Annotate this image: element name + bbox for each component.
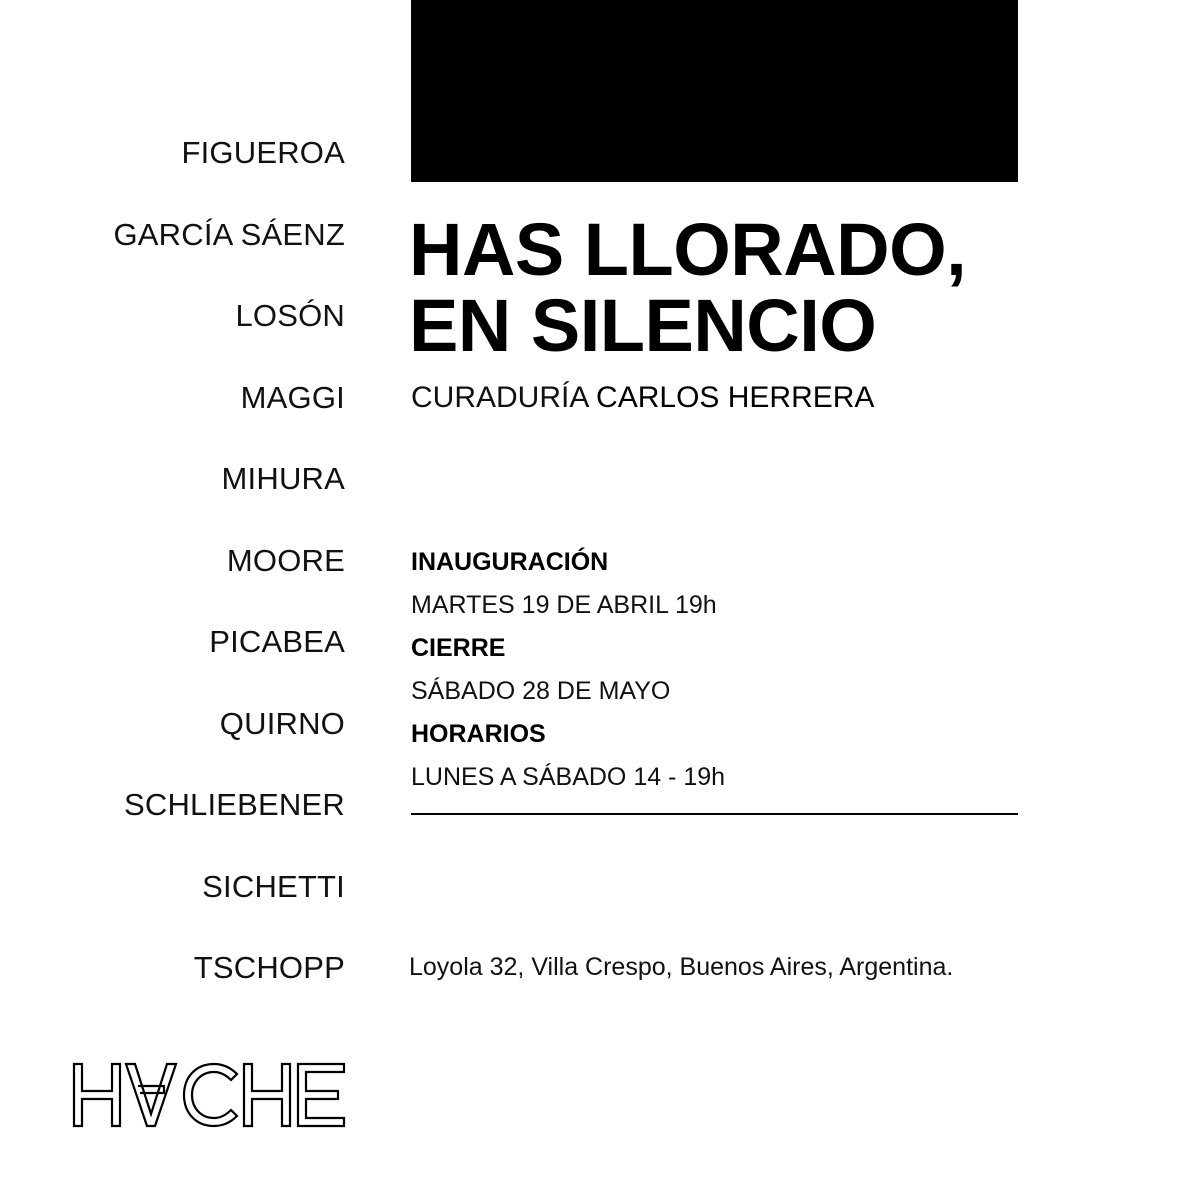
artist-list [40, 134, 345, 1031]
curator-name: CARLOS HERRERA [596, 381, 875, 414]
artist-name: TSCHOPP [193, 950, 345, 985]
curator-label: CURADURÍA [411, 381, 588, 414]
artist-name: SICHETTI [202, 868, 345, 904]
title-line-2: EN SILENCIO [409, 284, 877, 367]
opening-label: INAUGURACIÓN [411, 548, 609, 576]
artist-name: FIGUEROA [181, 135, 345, 170]
hache-logo [72, 1062, 348, 1128]
hours-label: HORARIOS [411, 720, 546, 748]
artist-name: MIHURA [221, 461, 345, 496]
artist-name: LOSÓN [235, 298, 345, 333]
exhibition-title [409, 208, 1069, 367]
hours-value: LUNES A SÁBADO 14 - 19h [411, 763, 726, 791]
curator-line [411, 380, 1051, 416]
closing-value: SÁBADO 28 DE MAYO [411, 677, 671, 705]
venue-address: Loyola 32, Villa Crespo, Buenos Aires, Argentina. [409, 953, 954, 981]
black-header-block [411, 0, 1018, 182]
schedule-info [411, 541, 1031, 799]
artist-name: QUIRNO [219, 705, 345, 741]
artist-name: GARCÍA SÁENZ [113, 216, 345, 252]
artist-name: MAGGI [240, 379, 345, 415]
artist-name: MOORE [226, 542, 345, 578]
artist-name: SCHLIEBENER [124, 787, 345, 822]
artist-name: PICABEA [209, 624, 345, 659]
divider-line [411, 813, 1018, 815]
opening-value: MARTES 19 DE ABRIL 19h [411, 591, 717, 619]
title-line-1: HAS LLORADO, [409, 208, 967, 291]
closing-label: CIERRE [411, 634, 506, 662]
